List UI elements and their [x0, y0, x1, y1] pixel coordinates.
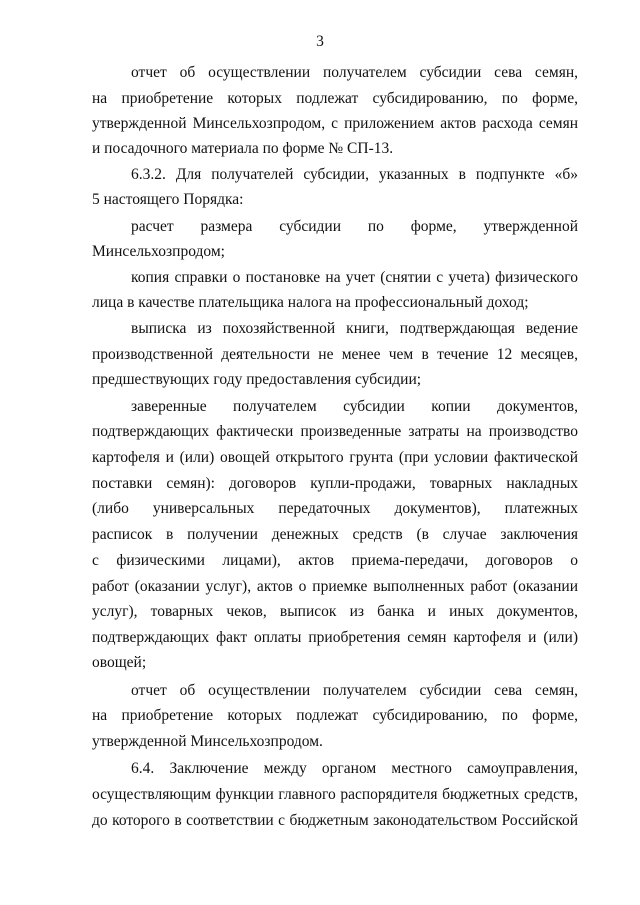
- text-line: производственной деятельности не менее чем в течение 12 месяцев,: [92, 346, 578, 363]
- text-line: отчет об осуществлении получателем субсидии сева семян,: [131, 64, 578, 81]
- text-line: утвержденной Минсельхозпродом.: [92, 733, 323, 750]
- text-line: 5 настоящего Порядка:: [92, 191, 244, 208]
- text-line: расчет размера субсидии по форме, утвержденной: [131, 218, 578, 235]
- text-line: подтверждающих факт оплаты приобретения семян картофеля и (или): [92, 629, 578, 646]
- text-line: заверенные получателем субсидии копии документов,: [131, 398, 578, 415]
- text-line: 6.3.2. Для получателей субсидии, указанных в подпункте «б»: [131, 166, 578, 183]
- text-line: отчет об осуществлении получателем субсидии сева семян,: [131, 682, 578, 699]
- text-line: услуг), товарных чеков, выписок из банка и иных документов,: [92, 603, 578, 620]
- text-line: поставки семян): договоров купли-продажи, товарных накладных: [92, 475, 578, 492]
- text-line: осуществляющим функции главного распорядителя бюджетных средств,: [92, 786, 578, 803]
- text-line: предшествующих году предоставления субсидии;: [92, 371, 422, 388]
- text-line: и посадочного материала по форме № СП-13.: [92, 140, 394, 157]
- text-line: до которого в соответствии с бюджетным законодательством Российской: [92, 812, 578, 829]
- text-line: овощей;: [92, 654, 147, 671]
- text-line: расписок в получении денежных средств (в случае заключения: [92, 526, 578, 543]
- text-line: Минсельхозпродом;: [92, 243, 225, 260]
- text-line: с физическими лицами), актов приема-передачи, договоров о: [92, 552, 578, 569]
- text-line: работ (оказании услуг), актов о приемке выполненных работ (оказании: [92, 578, 578, 595]
- text-line: 6.4. Заключение между органом местного самоуправления,: [131, 760, 578, 777]
- text-line: (либо универсальных передаточных документов), платежных: [92, 500, 578, 517]
- text-line: утвержденной Минсельхозпродом, с приложением актов расхода семян: [92, 115, 578, 132]
- text-line: копия справки о постановке на учет (снятии с учета) физического: [131, 269, 578, 286]
- text-line: лица в качестве плательщика налога на профессиональный доход;: [92, 294, 529, 311]
- page-number: 3: [316, 33, 324, 50]
- text-line: картофеля и (или) овощей открытого грунта (при условии фактической: [92, 449, 578, 466]
- text-line: на приобретение которых подлежат субсидированию, по форме,: [92, 707, 578, 724]
- text-line: подтверждающих фактически произведенные затраты на производство: [92, 423, 578, 440]
- text-line: выписка из похозяйственной книги, подтверждающая ведение: [131, 320, 578, 337]
- text-line: на приобретение которых подлежат субсидированию, по форме,: [92, 90, 578, 107]
